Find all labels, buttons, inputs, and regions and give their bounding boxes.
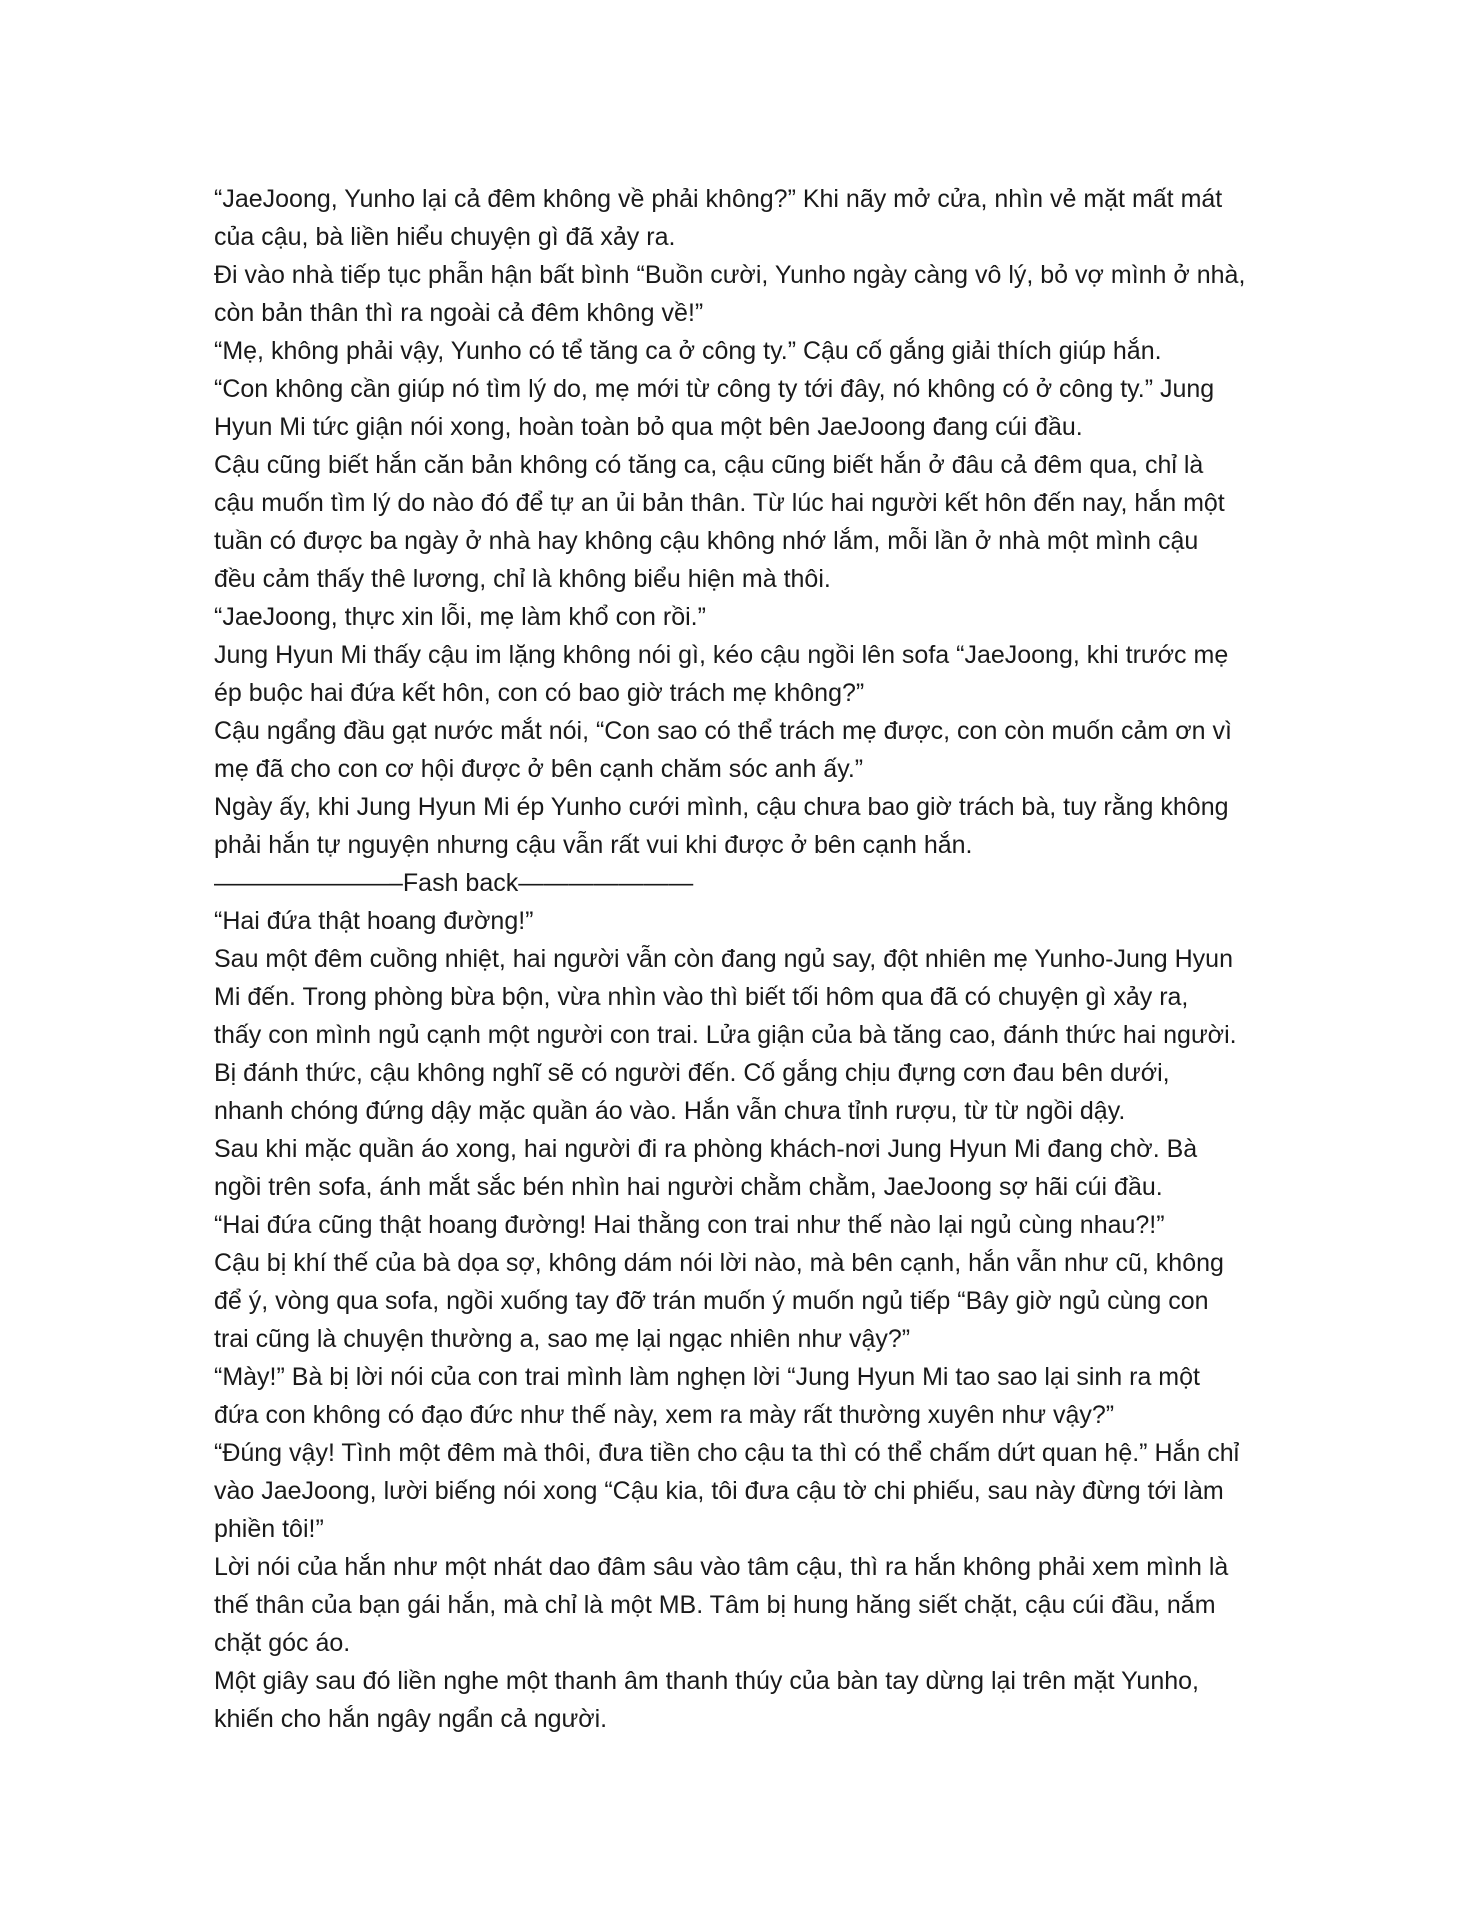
text-line: “JaeJoong, thực xin lỗi, mẹ làm khổ con rồi.” xyxy=(214,603,706,631)
text-line: phải hắn tự nguyện nhưng cậu vẫn rất vui khi được ở bên cạnh hắn. xyxy=(214,831,973,859)
text-line: thấy con mình ngủ cạnh một người con trai. Lửa giận của bà tăng cao, đánh thức hai người. xyxy=(214,1021,1237,1049)
text-line: để ý, vòng qua sofa, ngồi xuống tay đỡ trán muốn ý muốn ngủ tiếp “Bây giờ ngủ cùng con xyxy=(214,1287,1209,1315)
text-line: nhanh chóng đứng dậy mặc quần áo vào. Hắn vẫn chưa tỉnh rượu, từ từ ngồi dậy. xyxy=(214,1097,1126,1125)
text-line: Jung Hyun Mi thấy cậu im lặng không nói gì, kéo cậu ngồi lên sofa “JaeJoong, khi trước mẹ xyxy=(214,641,1229,669)
text-line: Sau khi mặc quần áo xong, hai người đi ra phòng khách-nơi Jung Hyun Mi đang chờ. Bà xyxy=(214,1135,1198,1163)
text-line: “Đúng vậy! Tình một đêm mà thôi, đưa tiền cho cậu ta thì có thể chấm dứt quan hệ.” Hắn chỉ xyxy=(214,1439,1240,1467)
text-line: “Mày!” Bà bị lời nói của con trai mình làm nghẹn lời “Jung Hyun Mi tao sao lại sinh ra một xyxy=(214,1363,1200,1391)
text-line: vào JaeJoong, lười biếng nói xong “Cậu kia, tôi đưa cậu tờ chi phiếu, sau này đừng tới làm xyxy=(214,1477,1224,1505)
text-line: đều cảm thấy thê lương, chỉ là không biểu hiện mà thôi. xyxy=(214,565,831,593)
text-line: cậu muốn tìm lý do nào đó để tự an ủi bản thân. Từ lúc hai người kết hôn đến nay, hắn một xyxy=(214,489,1225,517)
text-line: Cậu bị khí thế của bà dọa sợ, không dám nói lời nào, mà bên cạnh, hắn vẫn như cũ, không xyxy=(214,1249,1224,1277)
text-line: ép buộc hai đứa kết hôn, con có bao giờ trách mẹ không?” xyxy=(214,679,865,707)
text-line: Một giây sau đó liền nghe một thanh âm thanh thúy của bàn tay dừng lại trên mặt Yunho, xyxy=(214,1667,1199,1695)
text-line: còn bản thân thì ra ngoài cả đêm không về!” xyxy=(214,299,704,327)
text-line: Mi đến. Trong phòng bừa bộn, vừa nhìn vào thì biết tối hôm qua đã có chuyện gì xảy ra, xyxy=(214,983,1189,1011)
text-line: chặt góc áo. xyxy=(214,1629,351,1657)
text-line: của cậu, bà liền hiểu chuyện gì đã xảy ra. xyxy=(214,223,676,251)
text-line: Cậu cũng biết hắn căn bản không có tăng ca, cậu cũng biết hắn ở đâu cả đêm qua, chỉ là xyxy=(214,451,1204,479)
text-line: thế thân của bạn gái hắn, mà chỉ là một MB. Tâm bị hung hăng siết chặt, cậu cúi đầu, nắm xyxy=(214,1591,1216,1619)
text-line: Đi vào nhà tiếp tục phẫn hận bất bình “Buồn cười, Yunho ngày càng vô lý, bỏ vợ mình ở nhà, xyxy=(214,261,1246,289)
text-line: “Hai đứa cũng thật hoang đường! Hai thằng con trai như thế nào lại ngủ cùng nhau?!” xyxy=(214,1211,1165,1239)
text-line: Ngày ấy, khi Jung Hyun Mi ép Yunho cưới mình, cậu chưa bao giờ trách bà, tuy rằng không xyxy=(214,793,1229,821)
document-body xyxy=(214,180,1274,1738)
text-line: trai cũng là chuyện thường a, sao mẹ lại ngạc nhiên như vậy?” xyxy=(214,1325,911,1353)
text-line: khiến cho hắn ngây ngẩn cả người. xyxy=(214,1705,608,1733)
text-line: đứa con không có đạo đức như thế này, xem ra mày rất thường xuyên như vậy?” xyxy=(214,1401,1115,1429)
text-line: Bị đánh thức, cậu không nghĩ sẽ có người đến. Cố gắng chịu đựng cơn đau bên dưới, xyxy=(214,1059,1170,1087)
text-line: Cậu ngẩng đầu gạt nước mắt nói, “Con sao có thể trách mẹ được, con còn muốn cảm ơn vì xyxy=(214,717,1232,745)
text-line: “Mẹ, không phải vậy, Yunho có tể tăng ca ở công ty.” Cậu cố gắng giải thích giúp hắn. xyxy=(214,337,1162,365)
text-line: ngồi trên sofa, ánh mắt sắc bén nhìn hai người chằm chằm, JaeJoong sợ hãi cúi đầu. xyxy=(214,1173,1163,1201)
text-line: mẹ đã cho con cơ hội được ở bên cạnh chăm sóc anh ấy.” xyxy=(214,755,864,783)
text-line: tuần có được ba ngày ở nhà hay không cậu không nhớ lắm, mỗi lần ở nhà một mình cậu xyxy=(214,527,1199,555)
text-line: Lời nói của hắn như một nhát dao đâm sâu vào tâm cậu, thì ra hắn không phải xem mình là xyxy=(214,1553,1229,1581)
text-line: phiền tôi!” xyxy=(214,1515,324,1543)
text-line: Hyun Mi tức giận nói xong, hoàn toàn bỏ qua một bên JaeJoong đang cúi đầu. xyxy=(214,413,1083,441)
text-line: “Con không cần giúp nó tìm lý do, mẹ mới từ công ty tới đây, nó không có ở công ty.” Jung xyxy=(214,375,1215,403)
flashback-divider: ———————–Fash back——————— xyxy=(214,869,694,897)
text-line: “JaeJoong, Yunho lại cả đêm không về phải không?” Khi nãy mở cửa, nhìn vẻ mặt mất mát xyxy=(214,185,1223,213)
text-line: “Hai đứa thật hoang đường!” xyxy=(214,907,534,935)
text-line: Sau một đêm cuồng nhiệt, hai người vẫn còn đang ngủ say, đột nhiên mẹ Yunho-Jung Hyun xyxy=(214,945,1233,973)
